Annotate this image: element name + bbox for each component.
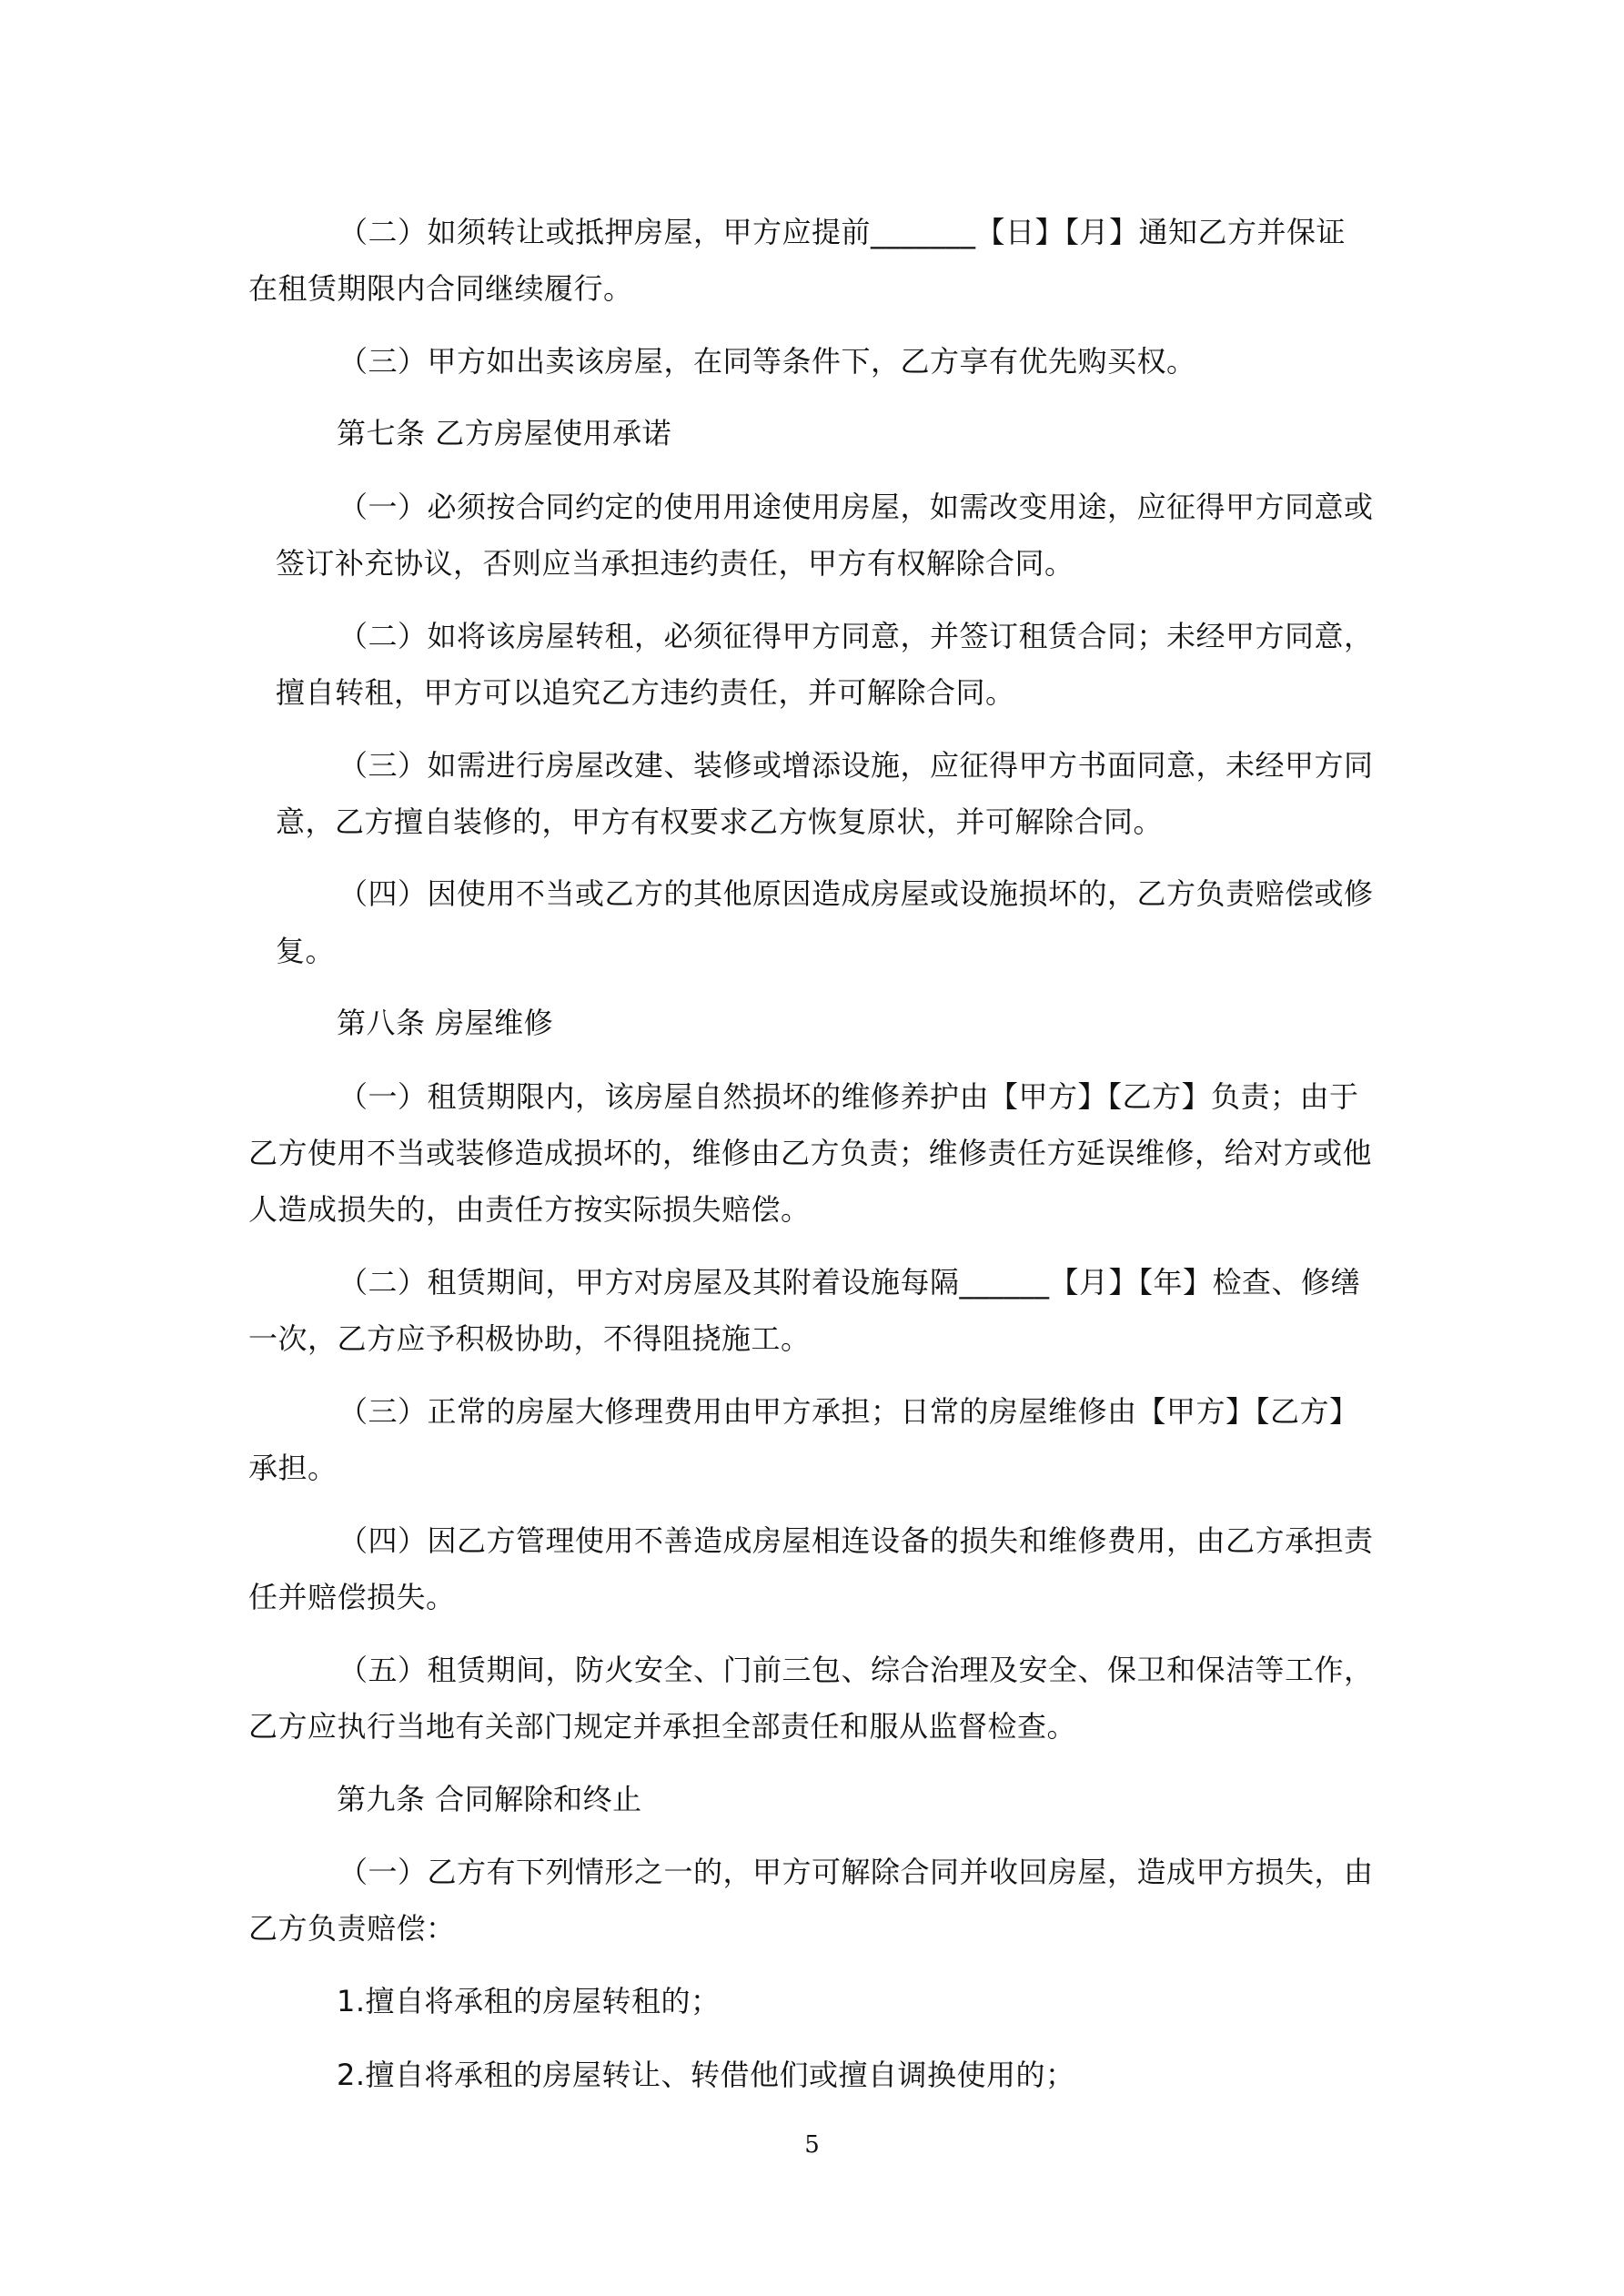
- text-line: （三）如需进行房屋改建、装修或增添设施，应征得甲方书面同意，未经甲方同: [338, 748, 1374, 783]
- text-line: 复。: [276, 934, 336, 968]
- text-line: （四）因使用不当或乙方的其他原因造成房屋或设施损坏的，乙方负责赔偿或修: [338, 876, 1374, 911]
- page-number: 5: [804, 2131, 820, 2159]
- text-line: 在租赁期限内合同继续履行。: [248, 271, 633, 306]
- list-item: 2.擅自将承租的房屋转让、转借他们或擅自调换使用的；: [337, 2058, 1075, 2092]
- text-line: （二）租赁期间，甲方对房屋及其附着设施每隔______【月】【年】检查、修缮: [338, 1265, 1361, 1300]
- text-line: （二）如将该房屋转租，必须征得甲方同意，并签订租赁合同；未经甲方同意，: [338, 619, 1374, 653]
- text-line: 乙方使用不当或装修造成损坏的，维修由乙方负责；维修责任方延误维修，给对方或他: [248, 1136, 1373, 1170]
- list-item: 1.擅自将承租的房屋转租的；: [337, 1984, 721, 2018]
- text-line: 擅自转租，甲方可以追究乙方违约责任，并可解除合同。: [276, 675, 1015, 710]
- text-line: （三）甲方如出卖该房屋，在同等条件下，乙方享有优先购买权。: [338, 344, 1196, 379]
- text-line: （二）如须转让或抵押房屋，甲方应提前_______【日】【月】通知乙方并保证: [338, 215, 1347, 249]
- text-line: （一）租赁期限内，该房屋自然损坏的维修养护由【甲方】【乙方】负责；由于: [338, 1079, 1359, 1114]
- text-line: （三）正常的房屋大修理费用由甲方承担；日常的房屋维修由【甲方】【乙方】: [338, 1394, 1359, 1429]
- text-line: 乙方应执行当地有关部门规定并承担全部责任和服从监督检查。: [248, 1709, 1077, 1744]
- section-heading: 第八条 房屋维修: [337, 1006, 554, 1040]
- section-heading: 第七条 乙方房屋使用承诺: [337, 416, 672, 450]
- text-line: 意，乙方擅自装修的，甲方有权要求乙方恢复原状，并可解除合同。: [276, 804, 1164, 839]
- text-line: （五）租赁期间，防火安全、门前三包、综合治理及安全、保卫和保洁等工作，: [338, 1653, 1374, 1687]
- text-line: 任并赔偿损失。: [248, 1580, 456, 1614]
- text-line: 签订补充协议，否则应当承担违约责任，甲方有权解除合同。: [276, 546, 1074, 581]
- section-heading: 第九条 合同解除和终止: [337, 1782, 642, 1816]
- text-line: （一）乙方有下列情形之一的，甲方可解除合同并收回房屋，造成甲方损失，由: [338, 1855, 1374, 1889]
- text-line: 人造成损失的，由责任方按实际损失赔偿。: [248, 1192, 811, 1227]
- text-line: （四）因乙方管理使用不善造成房屋相连设备的损失和维修费用，由乙方承担责: [338, 1523, 1374, 1558]
- text-line: 一次，乙方应予积极协助，不得阻挠施工。: [248, 1321, 811, 1356]
- text-line: （一）必须按合同约定的使用用途使用房屋，如需改变用途，应征得甲方同意或: [338, 490, 1374, 524]
- text-line: 承担。: [248, 1451, 338, 1485]
- text-line: 乙方负责赔偿：: [248, 1911, 456, 1946]
